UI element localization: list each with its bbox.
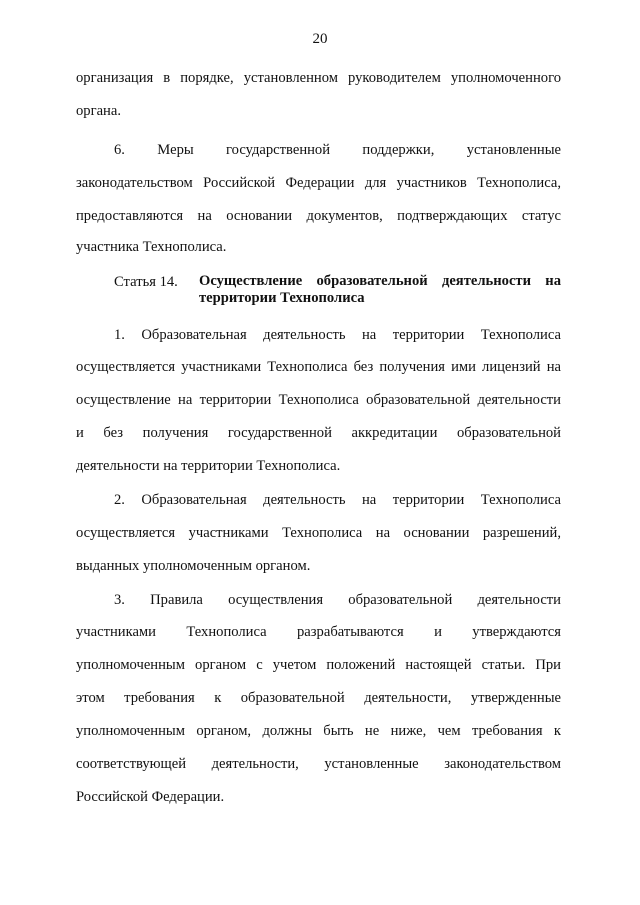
- text-line: предоставляются на основании документов, подтверждающих статус: [76, 208, 561, 224]
- text-line: уполномоченным органом с учетом положений настоящей статьи. При: [76, 657, 561, 673]
- page-number: 20: [312, 31, 328, 47]
- article-label: Статья 14.: [114, 274, 178, 290]
- text-line: 1. Образовательная деятельность на территории Технополиса: [114, 327, 561, 343]
- text-line: участника Технополиса.: [76, 239, 227, 255]
- text-line: законодательством Российской Федерации для участников Технополиса,: [76, 175, 561, 191]
- text-line: осуществляется участниками Технополиса на основании разрешений,: [76, 525, 561, 541]
- text-line: уполномоченным органом, должны быть не ниже, чем требования к: [76, 723, 561, 739]
- text-line: выданных уполномоченным органом.: [76, 558, 311, 574]
- text-line: 6. Меры государственной поддержки, установленные: [114, 142, 561, 158]
- text-line: соответствующей деятельности, установленные законодательством: [76, 756, 561, 772]
- text-line: осуществление на территории Технополиса образовательной деятельности: [76, 392, 561, 408]
- text-line: и без получения государственной аккредитации образовательной: [76, 425, 561, 441]
- text-line: осуществляется участниками Технополиса без получения ими лицензий на: [76, 359, 561, 375]
- text-line: органа.: [76, 103, 121, 119]
- text-line: организация в порядке, установленном руководителем уполномоченного: [76, 70, 561, 86]
- text-line: Российской Федерации.: [76, 789, 225, 805]
- text-line: деятельности на территории Технополиса.: [76, 458, 341, 474]
- article-title-line: Осуществление образовательной деятельности на: [199, 273, 561, 289]
- text-line: этом требования к образовательной деятельности, утвержденные: [76, 690, 561, 706]
- article-title-line: территории Технополиса: [199, 290, 365, 306]
- text-line: участниками Технополиса разрабатываются и утверждаются: [76, 624, 561, 640]
- text-line: 2. Образовательная деятельность на территории Технополиса: [114, 492, 561, 508]
- text-line: 3. Правила осуществления образовательной деятельности: [114, 592, 561, 608]
